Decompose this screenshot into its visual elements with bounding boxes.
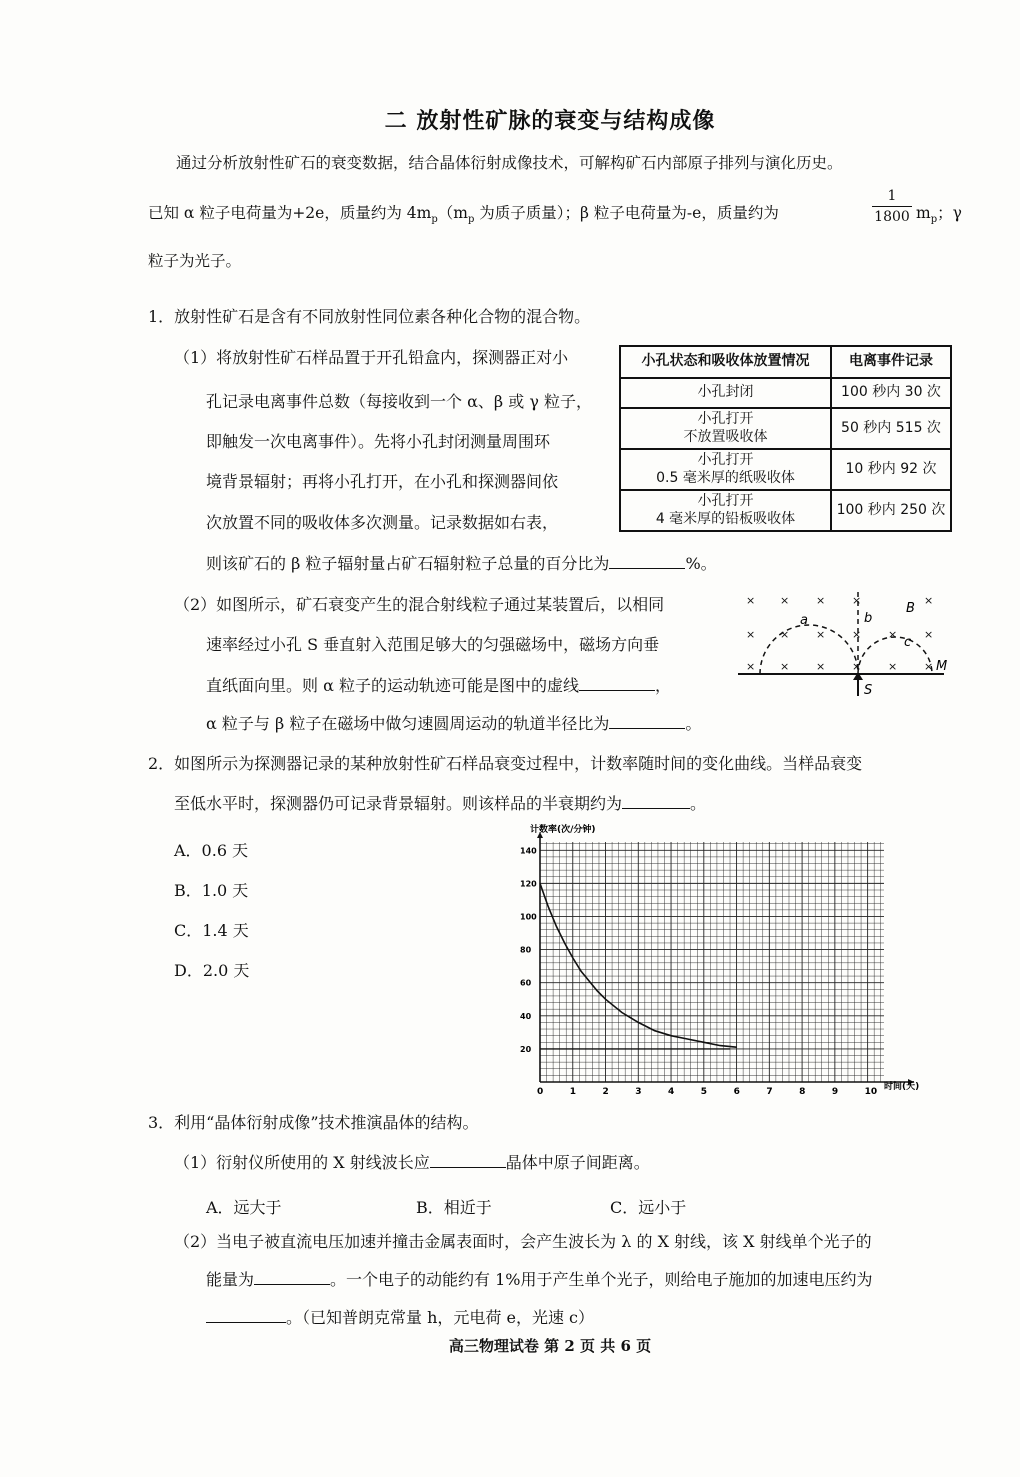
table-cell: 小孔打开 0.5 毫米厚的纸吸收体 <box>620 449 831 490</box>
table-header: 小孔状态和吸收体放置情况 <box>620 346 831 378</box>
x-tick-label: 5 <box>700 1087 708 1097</box>
label-b: b <box>864 611 873 626</box>
svg-text:×: × <box>924 660 934 673</box>
svg-text:×: × <box>746 660 756 673</box>
fraction-denominator: 1800 <box>874 209 910 225</box>
x-tick-label: 8 <box>799 1087 806 1097</box>
x-tick-label: 4 <box>668 1087 675 1097</box>
answer-blank-photon-energy[interactable] <box>254 1284 330 1285</box>
answer-blank-beta-percent[interactable] <box>609 568 685 569</box>
svg-text:×: × <box>780 594 790 607</box>
label-M: M <box>936 659 948 674</box>
q3-option-c[interactable]: C．远小于 <box>610 1198 687 1217</box>
q1-1-line: 次放置不同的吸收体多次测量。记录数据如右表， <box>206 513 559 532</box>
q1-stem: 1．放射性矿石是含有不同放射性同位素各种化合物的混合物。 <box>148 307 591 326</box>
mass-fraction <box>872 188 912 225</box>
y-tick-label: 140 <box>520 846 537 856</box>
q2-option-b[interactable]: B．1.0 天 <box>174 881 249 900</box>
q1-1-line: 则该矿石的 β 粒子辐射量占矿石辐射粒子总量的百分比为 %。 <box>206 554 717 573</box>
svg-text:×: × <box>746 628 756 641</box>
label-B: B <box>906 601 915 616</box>
svg-text:×: × <box>924 628 934 641</box>
q2-option-d[interactable]: D．2.0 天 <box>174 961 250 980</box>
ionization-table <box>619 345 952 532</box>
label-a: a <box>800 613 808 628</box>
q1-1-line: 即触发一次电离事件）。先将小孔封闭测量周围环 <box>206 432 551 451</box>
x-tick-label: 0 <box>537 1087 544 1097</box>
q2-stem-line1: 2．如图所示为探测器记录的某种放射性矿石样品衰变过程中，计数率随时间的变化曲线。当样品衰变 <box>148 754 863 773</box>
magnetic-field-diagram <box>736 588 956 698</box>
svg-text:×: × <box>746 594 756 607</box>
table-cell: 10 秒内 92 次 <box>831 449 951 490</box>
table-row <box>620 490 951 531</box>
svg-text:×: × <box>852 594 862 607</box>
svg-text:×: × <box>888 660 898 673</box>
answer-blank-wavelength[interactable] <box>430 1167 506 1168</box>
q3-2-line1: （2）当电子被直流电压加速并撞击金属表面时，会产生波长为 λ 的 X 射线，该 X 射线单个光子的 <box>174 1232 872 1251</box>
decay-chart <box>518 822 938 1098</box>
svg-text:×: × <box>888 628 898 641</box>
q3-1-line: （1）衍射仪所使用的 X 射线波长应 晶体中原子间距离。 <box>174 1153 650 1172</box>
table-cell: 小孔打开 4 毫米厚的铅板吸收体 <box>620 490 831 531</box>
q3-2-line3: 。（已知普朗克常量 h，元电荷 e，光速 c） <box>206 1310 594 1326</box>
q3-stem: 3．利用“晶体衍射成像”技术推演晶体的结构。 <box>148 1113 479 1132</box>
section-title: 二 放射性矿脉的衰变与结构成像 <box>384 108 716 134</box>
label-S: S <box>864 683 873 698</box>
table-cell: 小孔打开 不放置吸收体 <box>620 408 831 449</box>
q1-2-line: （2）如图所示，矿石衰变产生的混合射线粒子通过某装置后，以相同 <box>174 595 665 614</box>
y-tick-label: 60 <box>520 978 532 988</box>
table-cell: 50 秒内 515 次 <box>831 408 951 449</box>
table-row <box>620 449 951 490</box>
x-tick-label: 10 <box>864 1087 878 1097</box>
x-tick-label: 9 <box>831 1087 839 1097</box>
y-tick-label: 20 <box>520 1044 532 1054</box>
svg-text:×: × <box>816 628 826 641</box>
chart-grid <box>540 842 884 1082</box>
answer-blank-voltage[interactable] <box>206 1322 286 1323</box>
y-tick-label: 80 <box>520 945 532 955</box>
x-tick-label: 3 <box>635 1087 642 1097</box>
track-a <box>760 625 858 674</box>
table-row <box>620 408 951 449</box>
svg-text:×: × <box>780 628 790 641</box>
svg-text:×: × <box>924 594 934 607</box>
svg-text:×: × <box>780 660 790 673</box>
svg-text:×: × <box>852 628 862 641</box>
svg-text:×: × <box>852 660 862 673</box>
q1-2-line: 直纸面向里。则 α 粒子的运动轨迹可能是图中的虚线 ， <box>206 676 671 695</box>
q3-option-a[interactable]: A．远大于 <box>206 1198 282 1217</box>
label-c: c <box>904 635 912 650</box>
q2-option-a[interactable]: A．0.6 天 <box>174 841 249 860</box>
table-header: 电离事件记录 <box>831 346 951 378</box>
y-axis-label: 计数率(次/分钟) <box>530 825 596 835</box>
q1-1-line: 孔记录电离事件总数（每接收到一个 α、β 或 γ 粒子， <box>206 392 592 411</box>
x-axis-label: 时间(天) <box>884 1082 920 1092</box>
x-tick-label: 7 <box>766 1087 773 1097</box>
page-footer: 高三物理试卷 第 2 页 共 6 页 <box>448 1337 652 1355</box>
table-row <box>620 378 951 408</box>
y-tick-label: 120 <box>520 879 537 889</box>
q3-2-line2: 能量为 。一个电子的动能约有 1%用于产生单个光子，则给电子施加的加速电压约为 <box>206 1270 873 1289</box>
answer-blank-radius-ratio[interactable] <box>609 728 685 729</box>
table-cell: 小孔封闭 <box>620 378 831 408</box>
intro-line-1: 通过分析放射性矿石的衰变数据，结合晶体衍射成像技术，可解构矿石内部原子排列与演化历史。 <box>176 154 843 172</box>
intro-line-3: 粒子为光子。 <box>148 252 242 270</box>
q3-option-b[interactable]: B．相近于 <box>416 1198 492 1217</box>
svg-text:×: × <box>816 594 826 607</box>
x-tick-label: 1 <box>569 1087 577 1097</box>
answer-blank-half-life[interactable] <box>622 808 690 809</box>
answer-blank-alpha-track[interactable] <box>579 690 655 691</box>
intro-line-2-end: $m_p$；γ <box>916 204 962 226</box>
svg-text:×: × <box>816 660 826 673</box>
table-cell: 100 秒内 30 次 <box>831 378 951 408</box>
q1-2-line: α 粒子与 β 粒子在磁场中做匀速圆周运动的轨道半径比为 。 <box>206 714 702 733</box>
y-tick-label: 40 <box>520 1011 532 1021</box>
x-tick-label: 6 <box>733 1087 740 1097</box>
q2-stem-line2: 至低水平时，探测器仍可记录背景辐射。则该样品的半衰期约为 。 <box>174 794 707 813</box>
q1-2-line: 速率经过小孔 S 垂直射入范围足够大的匀强磁场中，磁场方向垂 <box>206 635 660 654</box>
intro-line-2: 已知 α 粒子电荷量为+2e，质量约为 $4m_p(m_p$ 为质子质量）；β 粒子电荷量为-e，质量约为 <box>148 204 779 226</box>
x-tick-label: 2 <box>602 1087 609 1097</box>
fraction-numerator: 1 <box>887 188 897 204</box>
y-tick-label: 100 <box>520 912 537 922</box>
q2-option-c[interactable]: C．1.4 天 <box>174 921 249 940</box>
q1-1-line: 境背景辐射；再将小孔打开，在小孔和探测器间依 <box>206 472 559 491</box>
table-cell: 100 秒内 250 次 <box>831 490 951 531</box>
q1-1-line: （1）将放射性矿石样品置于开孔铅盒内，探测器正对小 <box>174 348 569 367</box>
